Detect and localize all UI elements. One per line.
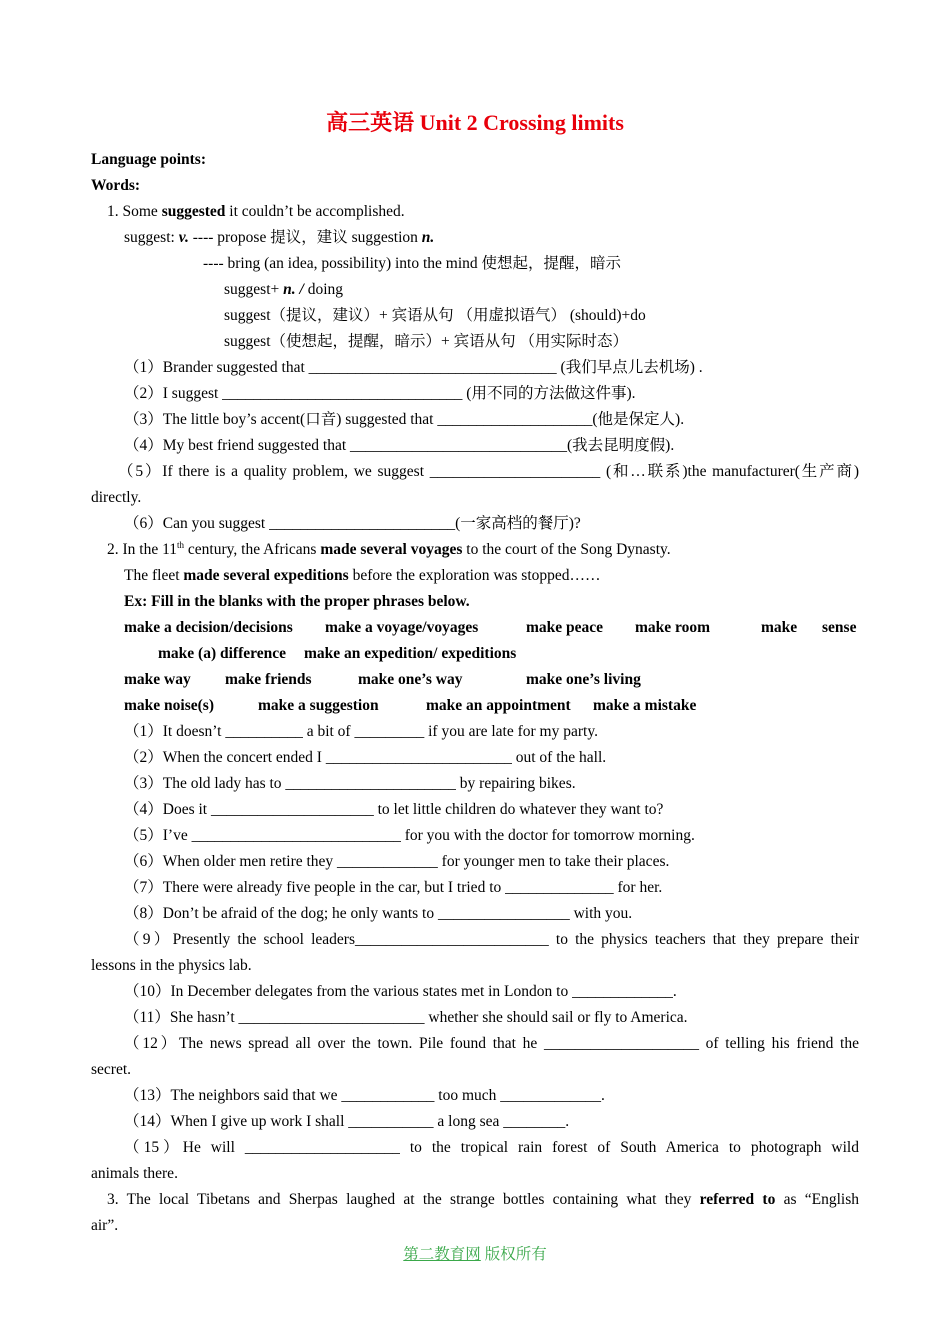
item2-question-15-line1: （15）He will ____________________ to the tropical rain forest of South America to photograph wild	[124, 1139, 859, 1156]
item3-line1	[107, 1190, 859, 1210]
item2-question-8: （8）Don’t be afraid of the dog; he only wants to _________________ with you.	[124, 905, 633, 922]
pattern1-pos: n. /	[283, 281, 304, 298]
item2-question-4: （4）Does it _____________________ to let little children do whatever they want to?	[124, 801, 664, 818]
phrase-make-an-appointment: make an appointment	[426, 697, 571, 714]
page-title: 高三英语 Unit 2 Crossing limits	[326, 110, 624, 135]
heading-language-points: Language points:	[91, 151, 206, 168]
item1-definition-1	[124, 228, 434, 248]
def1-mid: ---- propose 提议，建议 suggestion	[188, 229, 422, 246]
footer	[0, 1242, 950, 1264]
item1-definition-2: ---- bring (an idea, possibility) into the mind 使想起，提醒，暗示	[203, 255, 622, 272]
def1-pre: suggest:	[124, 229, 179, 246]
item3-line1-post: as “English	[775, 1191, 859, 1208]
item2-question-12-line1: （12）The news spread all over the town. Pile found that he ____________________ of telling his friend the	[124, 1035, 859, 1052]
item1-exercise-3: （3）The little boy’s accent(口音) suggested that ____________________(他是保定人).	[124, 411, 685, 428]
phrase-make-room: make room	[635, 619, 711, 636]
item2-question-9-line1: （9）Presently the school leaders_________________________ to the physics teachers that they prepare their	[124, 931, 859, 948]
item2-sentence-1	[107, 540, 671, 560]
item2-question-9-line2: lessons in the physics lab.	[91, 957, 252, 974]
phrase-make-ones-way: make one’s way	[358, 671, 463, 688]
item2-s1-pre: 2. In the 11	[107, 541, 178, 558]
item2-exercise-heading: Ex: Fill in the blanks with the proper phrases below.	[124, 593, 470, 610]
item1-sentence-post: it couldn’t be accomplished.	[225, 203, 405, 220]
def1-pos: v.	[178, 229, 189, 246]
phrase-make-friends: make friends	[225, 671, 312, 688]
def1-pos2: n.	[421, 229, 435, 246]
item2-question-14: （14）When I give up work I shall ___________ a long sea ________.	[124, 1113, 570, 1130]
item2-s2-bold: made several expeditions	[183, 567, 349, 584]
item1-pattern-1	[224, 280, 343, 300]
item3-line1-bold: referred to	[699, 1191, 776, 1208]
item2-sentence-2	[124, 566, 601, 586]
phrase-make-ones-living: make one’s living	[526, 671, 641, 688]
phrase-make-a-suggestion: make a suggestion	[258, 697, 379, 714]
item2-question-6: （6）When older men retire they _____________ for younger men to take their places.	[124, 853, 670, 870]
item1-sentence-bold: suggested	[161, 203, 226, 220]
item3-line1-pre: 3. The local Tibetans and Sherpas laughed at the strange bottles containing what they	[107, 1191, 700, 1208]
item1-sentence-pre: 1. Some	[107, 203, 162, 220]
phrase-make-a-decision: make a decision/decisions	[124, 619, 293, 636]
item2-question-15-line2: animals there.	[91, 1165, 178, 1182]
item2-question-12-line2: secret.	[91, 1061, 132, 1078]
item1-exercise-6: （6）Can you suggest ________________________(一家高档的餐厅)?	[124, 515, 581, 532]
phrase-make-a-mistake: make a mistake	[593, 697, 697, 714]
item2-s1-bold: made several voyages	[320, 541, 463, 558]
item1-pattern-2: suggest（提议，建议）+ 宾语从句 （用虚拟语气） (should)+do	[224, 307, 646, 324]
item2-question-5: （5）I’ve ___________________________ for you with the doctor for tomorrow morning.	[124, 827, 695, 844]
item1-exercise-5-line1: （5）If there is a quality problem, we suggest ______________________ (和…联系)the manufacturer(生产商)	[118, 463, 859, 480]
phrase-sense: sense	[822, 619, 857, 636]
phrase-make-an-expedition: make an expedition/ expeditions	[304, 645, 517, 662]
pattern1-pre: suggest+	[224, 281, 284, 298]
item1-exercise-2: （2）I suggest _______________________________ (用不同的方法做这件事).	[124, 385, 636, 402]
item1-exercise-1: （1）Brander suggested that ________________________________ (我们早点儿去机场) .	[124, 359, 703, 376]
item2-question-13: （13）The neighbors said that we ____________ too much _____________.	[124, 1087, 605, 1104]
item2-s2-post: before the exploration was stopped……	[348, 567, 601, 584]
phrase-make-way: make way	[124, 671, 191, 688]
item2-s1-post: to the court of the Song Dynasty.	[462, 541, 671, 558]
item2-s1-sup: th	[177, 539, 185, 550]
item2-s2-pre: The fleet	[124, 567, 184, 584]
pattern1-post: doing	[303, 281, 343, 298]
item2-question-1: （1）It doesn’t __________ a bit of _________ if you are late for my party.	[124, 723, 598, 740]
item1-sentence	[107, 202, 405, 222]
item1-exercise-4: （4）My best friend suggested that ____________________________(我去昆明度假).	[124, 437, 675, 454]
item2-question-7: （7）There were already five people in the car, but I tried to ______________ for her.	[124, 879, 663, 896]
item2-s1-mid: century, the Africans	[184, 541, 321, 558]
footer-copyright: 版权所有	[480, 1246, 547, 1263]
item2-question-10: （10）In December delegates from the various states met in London to _____________.	[124, 983, 677, 1000]
item3-line2: air”.	[91, 1217, 119, 1234]
phrase-make-noise: make noise(s)	[124, 697, 214, 714]
phrase-make-difference: make (a) difference	[158, 645, 286, 662]
phrase-make-peace: make peace	[526, 619, 604, 636]
phrase-make: make	[761, 619, 798, 636]
item2-question-11: （11）She hasn’t ________________________ whether she should sail or fly to America.	[124, 1009, 688, 1026]
item2-question-2: （2）When the concert ended I ________________________ out of the hall.	[124, 749, 607, 766]
item1-pattern-3: suggest（使想起，提醒，暗示）+ 宾语从句 （用实际时态）	[224, 333, 628, 350]
phrase-make-a-voyage: make a voyage/voyages	[325, 619, 479, 636]
item1-exercise-5-line2: directly.	[91, 489, 142, 506]
item2-question-3: （3）The old lady has to ______________________ by repairing bikes.	[124, 775, 576, 792]
heading-words: Words:	[91, 177, 141, 194]
footer-link[interactable]: 第二教育网	[403, 1246, 481, 1263]
